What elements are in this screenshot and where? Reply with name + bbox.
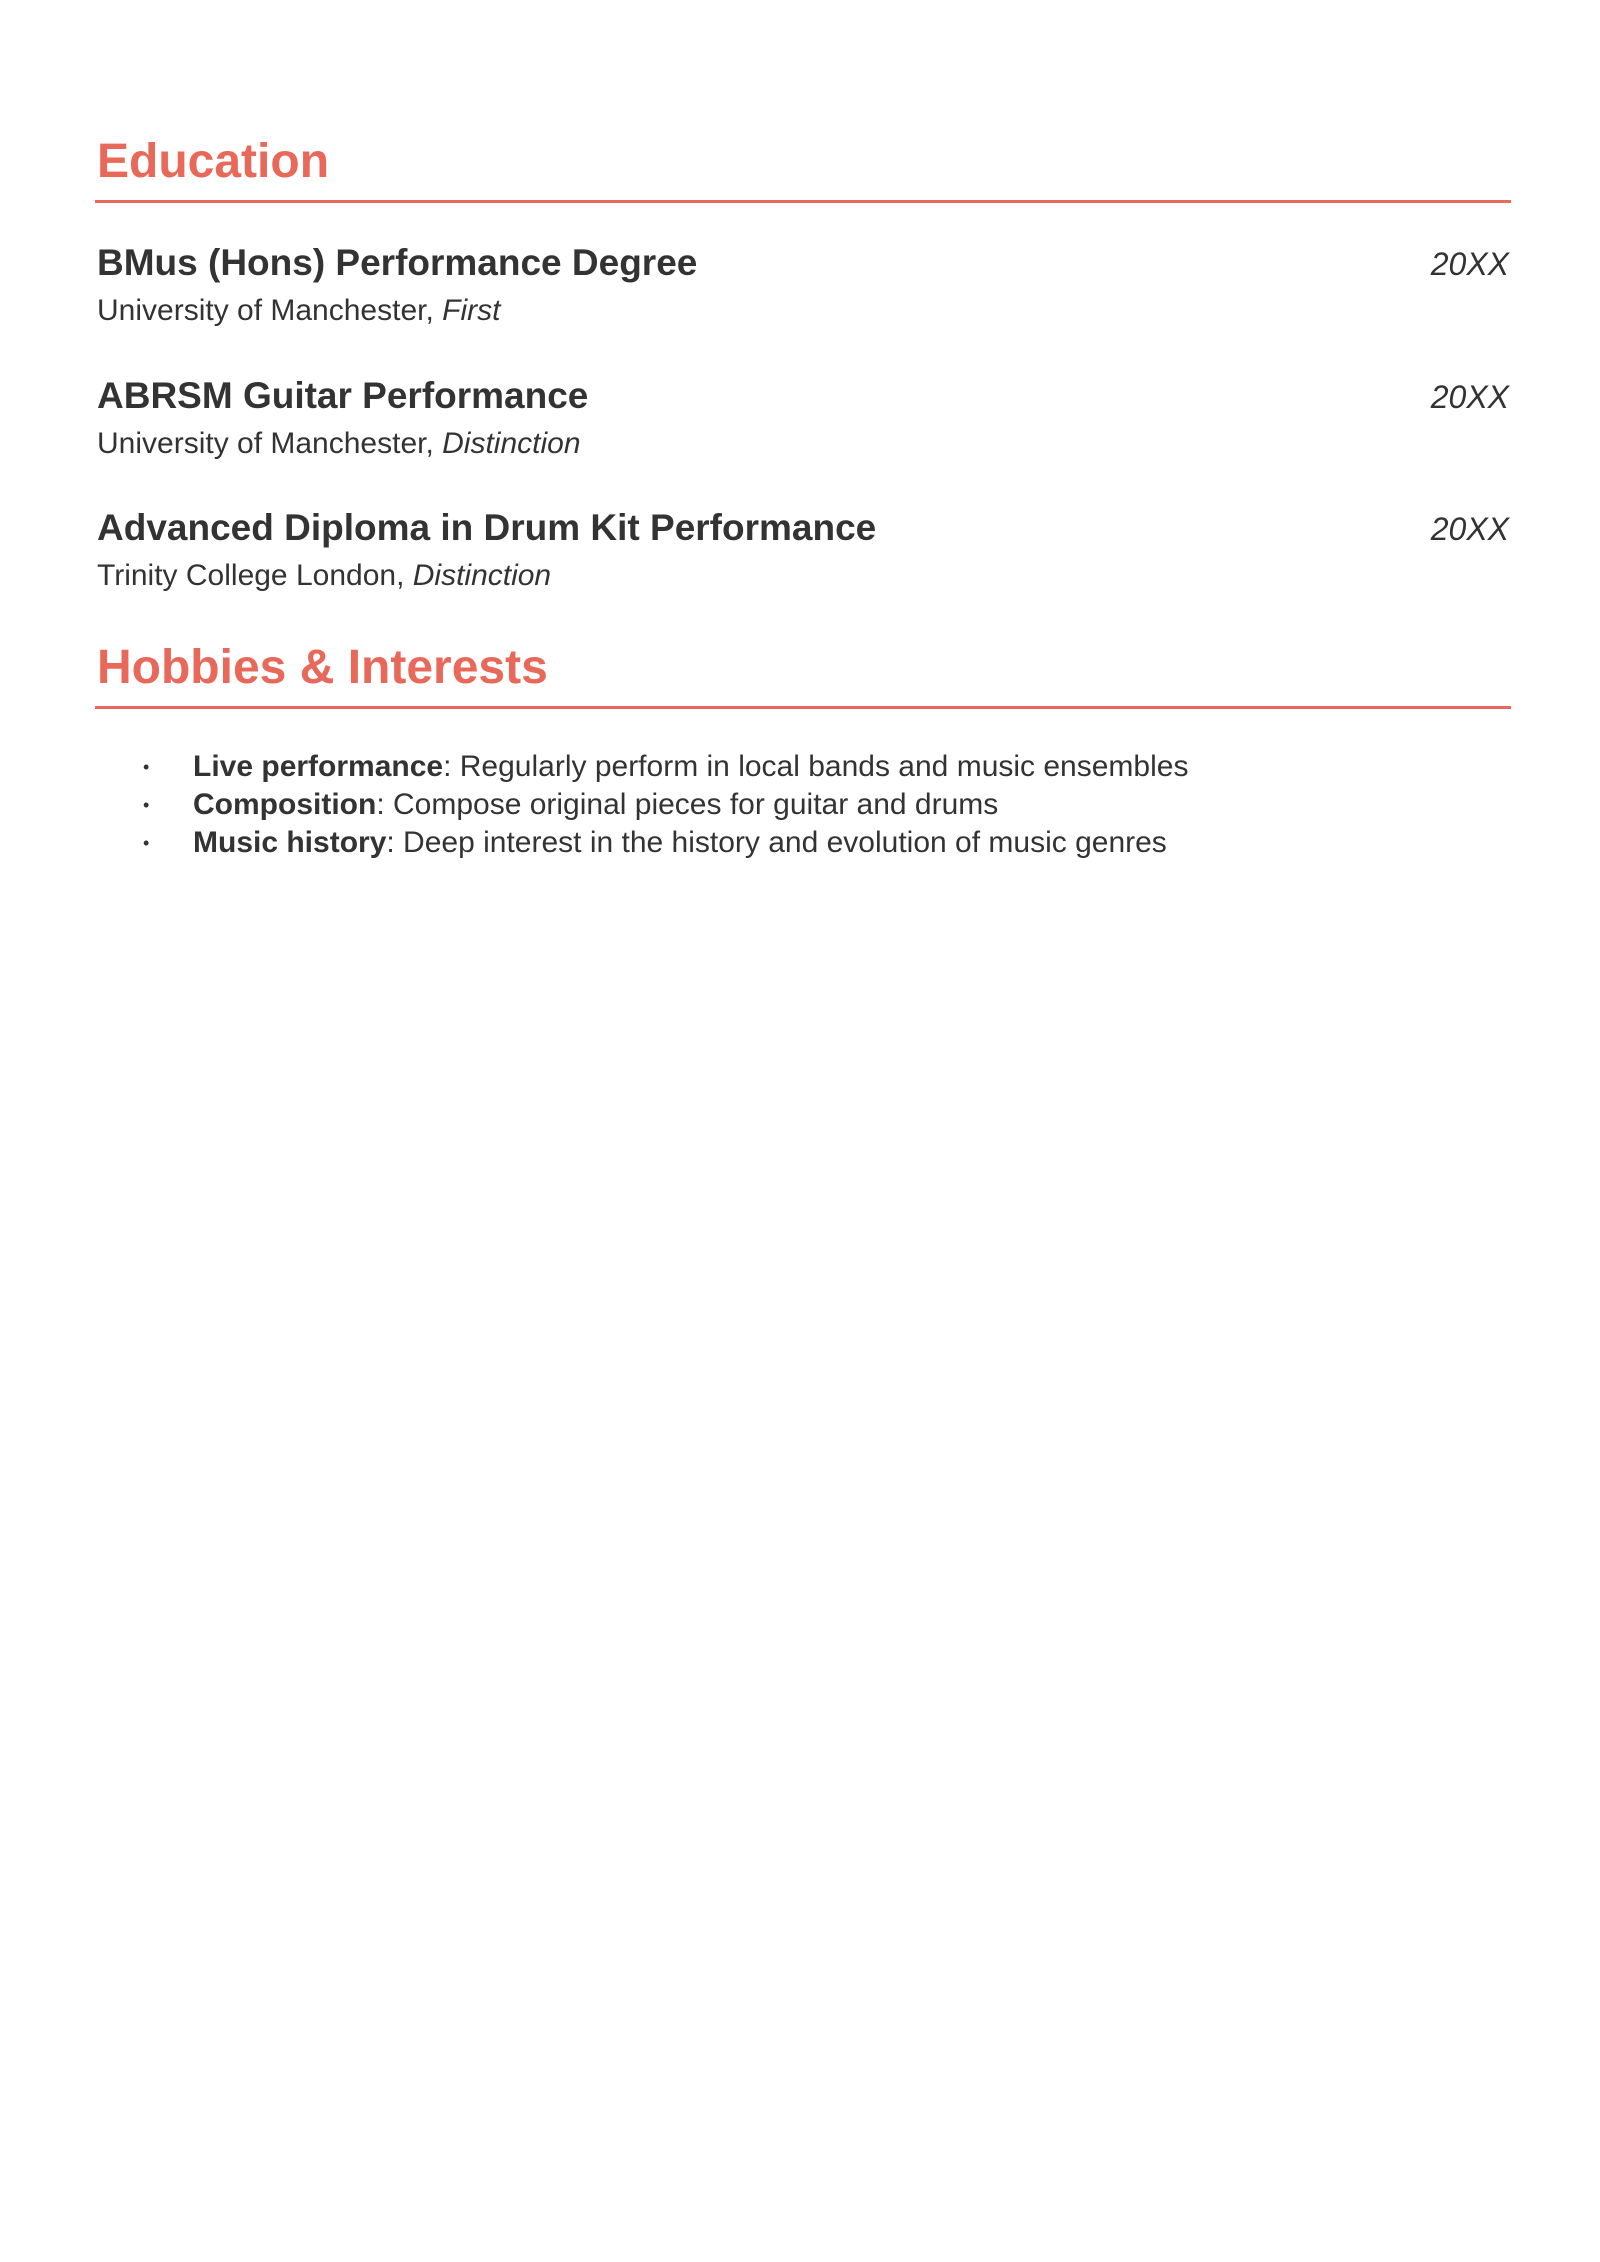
education-heading: Education (95, 138, 1511, 203)
education-entry-year: 20XX (1430, 246, 1509, 282)
education-entry-year: 20XX (1430, 511, 1509, 547)
education-entry-grade: First (442, 293, 501, 327)
hobby-term: Live performance (193, 750, 444, 783)
hobby-description: : Compose original pieces for guitar and drums (376, 788, 999, 821)
bullet-icon: • (143, 795, 150, 815)
hobby-term: Composition (193, 788, 377, 821)
education-section (95, 135, 1511, 203)
education-entry-title: ABRSM Guitar Performance (97, 375, 589, 416)
education-entry-institution: University of Manchester (97, 426, 426, 460)
education-entry-title: BMus (Hons) Performance Degree (97, 242, 698, 283)
education-entry-details: Trinity College London, Distinction (97, 558, 552, 592)
education-entry (97, 243, 1511, 328)
education-entry-details: University of Manchester, Distinction (97, 426, 581, 460)
education-entry-institution: Trinity College London (97, 558, 397, 592)
list-item (143, 786, 1188, 824)
education-entry-year: 20XX (1430, 379, 1509, 415)
education-entry-details: University of Manchester, First (97, 293, 501, 327)
list-item (143, 748, 1188, 786)
education-entry-institution: University of Manchester (97, 293, 426, 327)
education-entry-grade: Distinction (442, 426, 581, 460)
list-item (143, 824, 1188, 862)
hobby-term: Music history (193, 826, 387, 859)
hobby-description: : Deep interest in the history and evolution of music genres (386, 826, 1167, 859)
education-entry-grade: Distinction (412, 558, 552, 592)
bullet-icon: • (143, 833, 150, 853)
education-entry (97, 376, 1511, 461)
education-entry (97, 508, 1511, 593)
hobbies-heading: Hobbies & Interests (95, 644, 1511, 709)
bullet-icon: • (143, 757, 150, 777)
hobby-description: : Regularly perform in local bands and music ensembles (443, 750, 1189, 783)
hobbies-list (143, 748, 1188, 862)
education-entry-title: Advanced Diploma in Drum Kit Performance (97, 507, 877, 548)
hobbies-section (95, 641, 1511, 709)
